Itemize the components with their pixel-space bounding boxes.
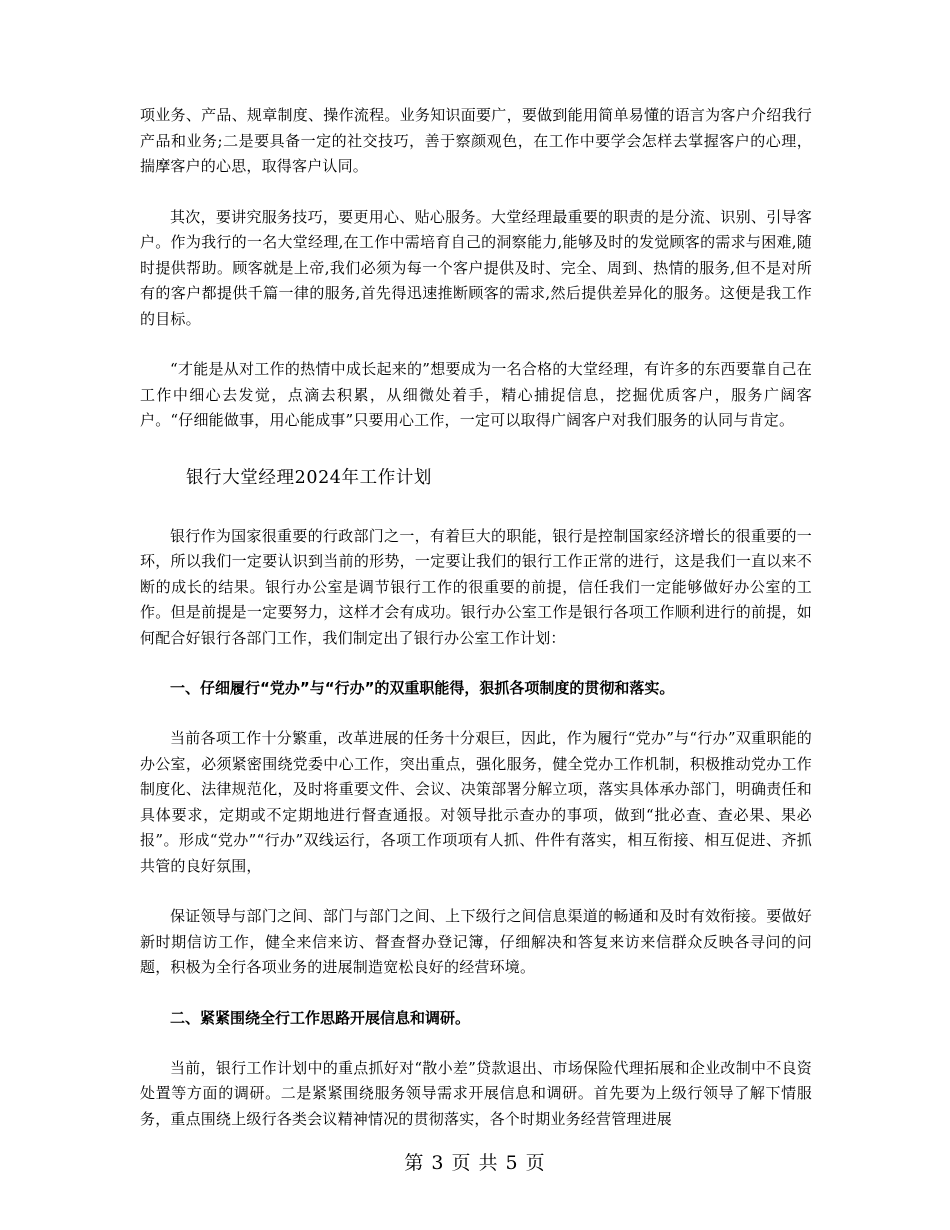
paragraph-passion-quote: “才能是从对工作的热情中成长起来的”想要成为一名合格的大堂经理，有许多的东西要靠自己在工作中细心去发觉，点滴去积累，从细微处着手，精心捕捉信息，挖掘优质客户，服务广阔客户。“仔细能做事，用心能成事”只要用心工作，一定可以取得广阔客户对我们服务的认同与肯定。 bbox=[140, 360, 812, 429]
paragraph-service-skills: 其次，要讲究服务技巧，要更用心、贴心服务。大堂经理最重要的职责的是分流、识别、引导客户。作为我行的一名大堂经理,在工作中需培育自己的洞察能力,能够及时的发觉顾客的需求与困难,随时提供帮助。顾客就是上帝,我们必须为每一个客户提供及时、完全、周到、热情的服务,但不是对所有的客户都提供千篇一律的服务,首先得迅速推断顾客的需求,然后提供差异化的服务。这便是我工作的目标。 bbox=[140, 207, 812, 328]
paragraph-section1-a: 当前各项工作十分繁重，改革进展的任务十分艰巨，因此，作为履行“党办”与“行办”双重职能的办公室，必须紧密围绕党委中心工作，突出重点，强化服务，健全党办工作机制，积极推动党办工作制度化、法律规范化，及时将重要文件、会议、决策部署分解立项，落实具体承办部门，明确责任和具体要求，定期或不定期地进行督查通报。对领导批示查办的事项，做到“批必查、查必果、果必报”。形成“党办”“行办”双线运行，各项工作项项有人抓、件件有落实，相互衔接、相互促进、齐抓共管的良好氛围， bbox=[140, 729, 812, 875]
paragraph-continuation: 项业务、产品、规章制度、操作流程。业务知识面要广，要做到能用简单易懂的语言为客户介绍我行产品和业务;二是要具备一定的社交技巧，善于察颜观色，在工作中要学会怎样去掌握客户的心理，揣摩客户的心思，取得客户认同。 bbox=[140, 106, 812, 175]
section-heading-1: 一、仔细履行“党办”与“行办”的双重职能得，狠抓各项制度的贯彻和落实。 bbox=[170, 679, 675, 697]
document-title: 银行大堂经理2024年工作计划 bbox=[186, 467, 433, 488]
section-heading-2: 二、紧紧围绕全行工作思路开展信息和调研。 bbox=[170, 1008, 471, 1027]
paragraph-section1-b: 保证领导与部门之间、部门与部门之间、上下级行之间信息渠道的畅通和及时有效衔接。要做好新时期信访工作，健全来信来访、督查督办登记簿，仔细解决和答复来访来信群众反映各寻问的问题，积极为全行各项业务的进展制造宽松良好的经营环境。 bbox=[140, 907, 812, 976]
paragraph-section2-a: 当前，银行工作计划中的重点抓好对“散小差”贷款退出、市场保险代理拓展和企业改制中不良资处置等方面的调研。二是紧紧围绕服务领导需求开展信息和调研。首先要为上级行领导了解下情服务，重点围绕上级行各类会议精神情况的贯彻落实，各个时期业务经营管理进展 bbox=[140, 1058, 812, 1128]
document-body bbox=[140, 103, 812, 1157]
paragraph-intro: 银行作为国家很重要的行政部门之一，有着巨大的职能，银行是控制国家经济增长的很重要的一环，所以我们一定要认识到当前的形势，一定要让我们的银行工作正常的进行，这是我们一直以来不断的成长的结果。银行办公室是调节银行工作的很重要的前提，信任我们一定能够做好办公室的工作。但是前提是一定要努力，这样才会有成功。银行办公室工作是银行各项工作顺利进行的前提，如何配合好银行各部门工作，我们制定出了银行办公室工作计划： bbox=[140, 526, 812, 647]
page-footer: 第 3 页 共 5 页 bbox=[404, 1152, 546, 1174]
